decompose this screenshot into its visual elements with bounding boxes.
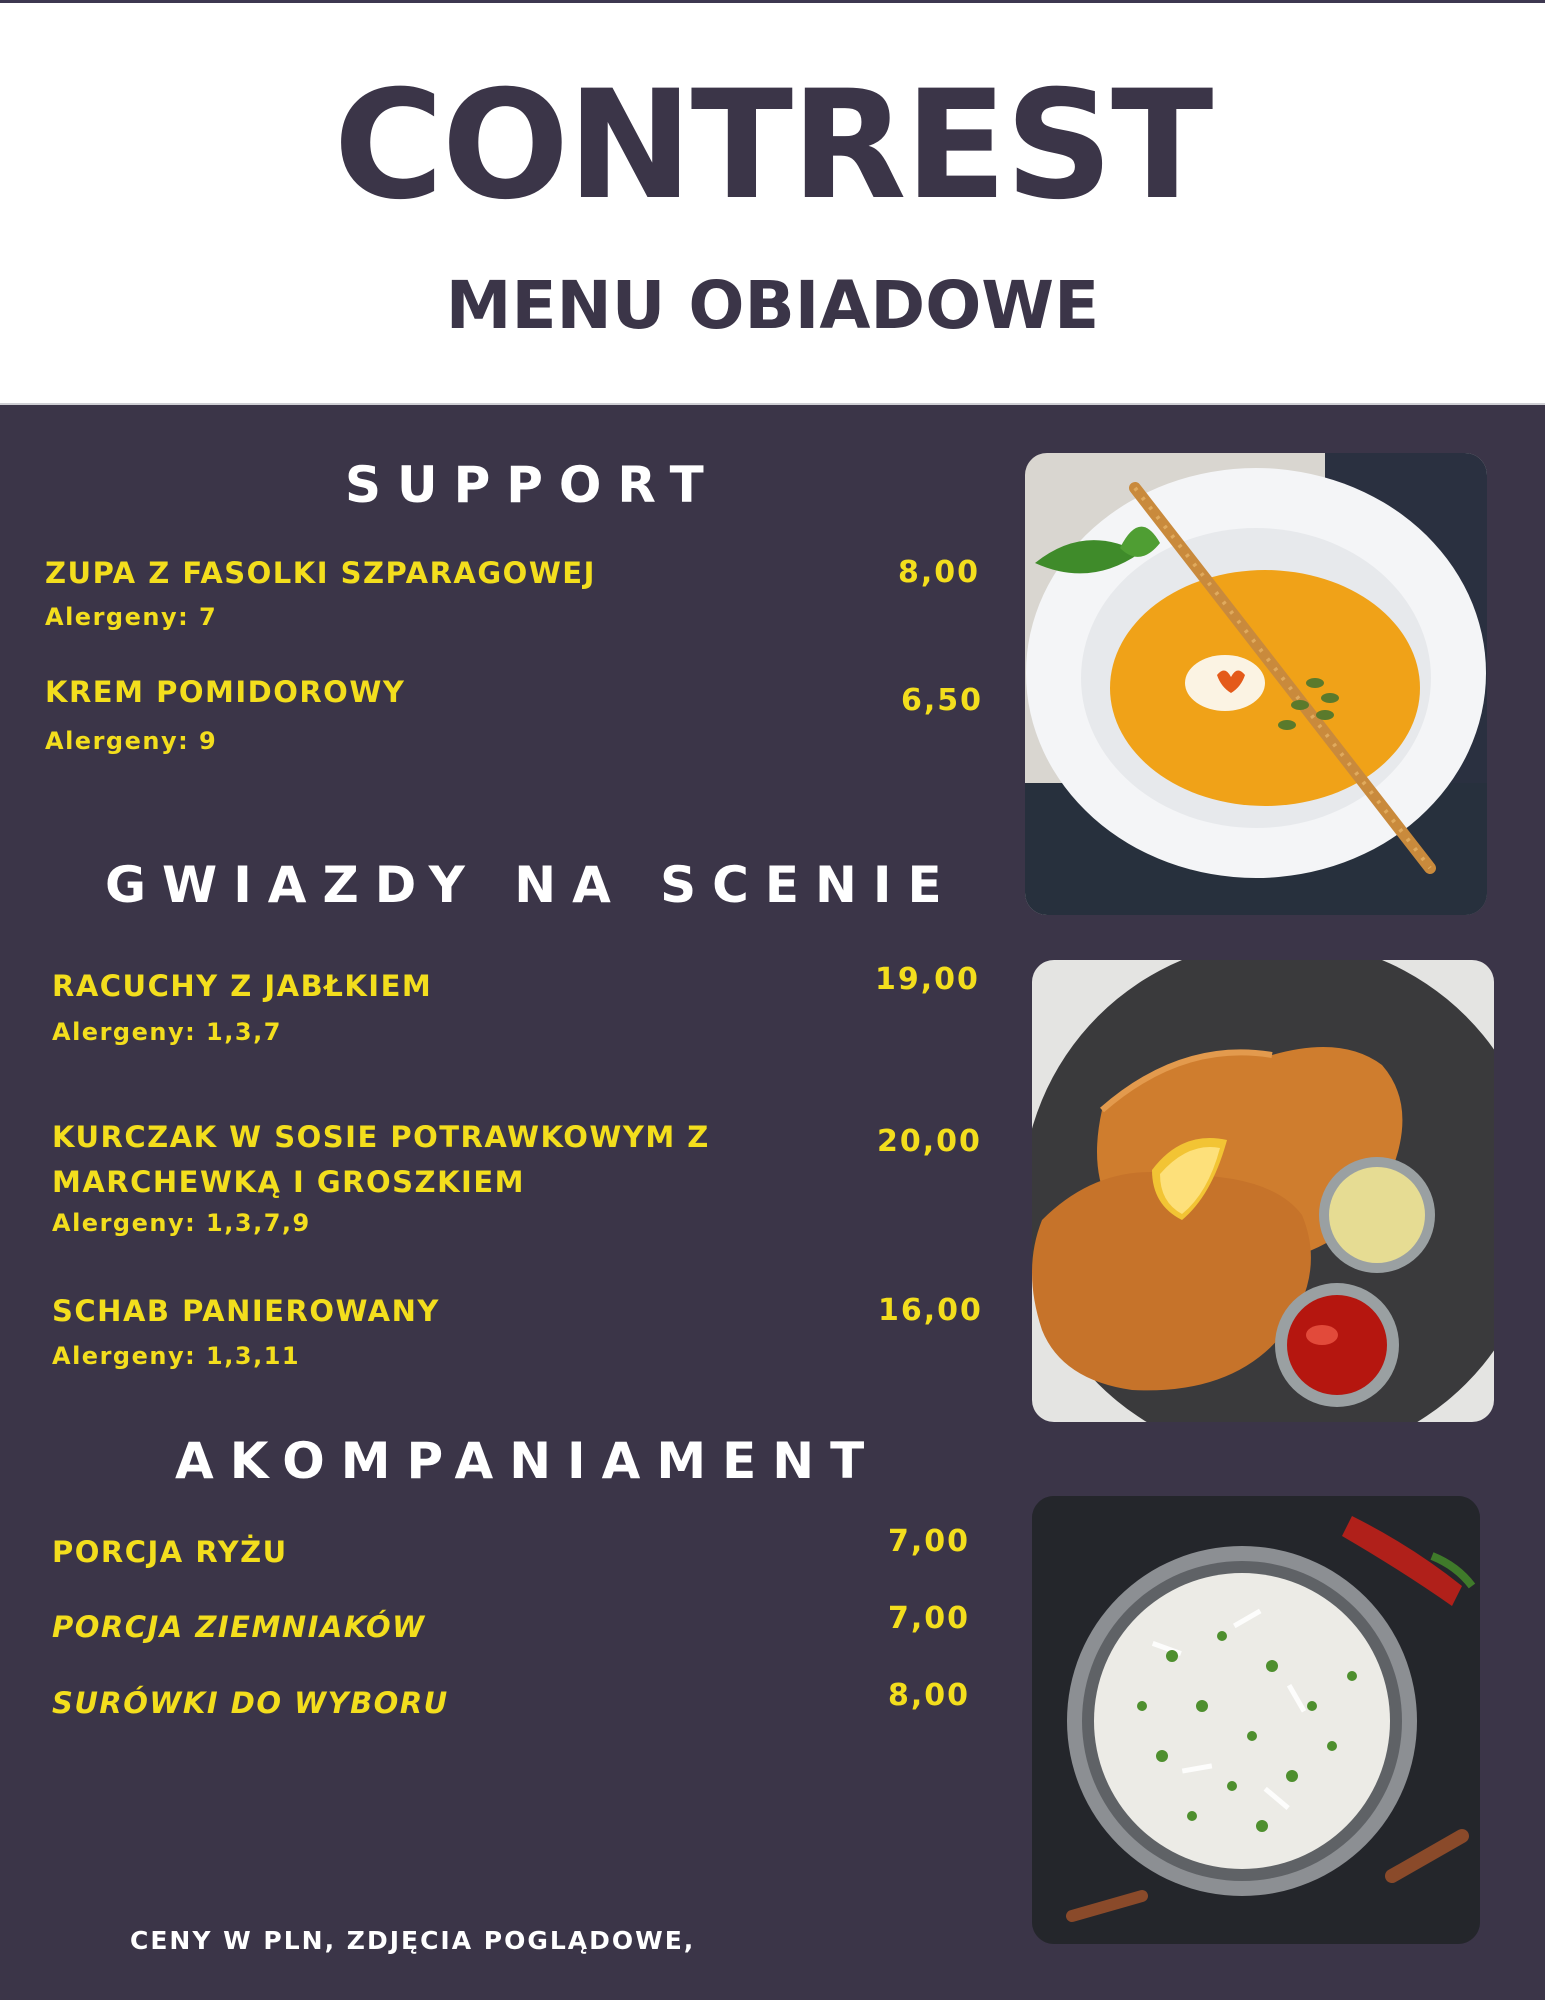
- item-name-line1: KURCZAK W SOSIE POTRAWKOWYM Z: [52, 1120, 710, 1154]
- item-name: KREM POMIDOROWY: [45, 675, 406, 709]
- section-title-support: SUPPORT: [345, 456, 720, 514]
- rice-photo: [1032, 1496, 1480, 1944]
- item-name: RACUCHY Z JABŁKIEM: [52, 969, 433, 1003]
- item-price: 7,00: [888, 1524, 971, 1559]
- menu-subtitle: MENU OBIADOWE: [445, 267, 1100, 344]
- item-allergens: Alergeny: 1,3,7: [52, 1018, 282, 1046]
- item-price: 6,50: [901, 683, 984, 718]
- item-name-line2: MARCHEWKĄ I GROSZKIEM: [52, 1165, 526, 1199]
- item-allergens: Alergeny: 1,3,7,9: [52, 1209, 311, 1237]
- item-price: 8,00: [888, 1678, 971, 1713]
- item-allergens: Alergeny: 7: [45, 603, 218, 631]
- item-name: SURÓWKI DO WYBORU: [52, 1686, 449, 1720]
- item-price: 16,00: [878, 1293, 983, 1328]
- item-allergens: Alergeny: 9: [45, 727, 218, 755]
- brand-title: CONTREST: [333, 59, 1212, 233]
- item-name: PORCJA RYŻU: [52, 1535, 288, 1569]
- item-name: PORCJA ZIEMNIAKÓW: [52, 1610, 426, 1644]
- item-price: 8,00: [898, 555, 981, 590]
- item-allergens: Alergeny: 1,3,11: [52, 1342, 301, 1370]
- header: [0, 3, 1545, 405]
- section-title-gwiazdy: GWIAZDY NA SCENIE: [105, 856, 958, 914]
- item-name: SCHAB PANIEROWANY: [52, 1294, 440, 1328]
- item-price: 20,00: [877, 1124, 982, 1159]
- item-name: ZUPA Z FASOLKI SZPARAGOWEJ: [45, 556, 596, 590]
- item-price: 7,00: [888, 1601, 971, 1636]
- schnitzel-photo: [1032, 960, 1494, 1422]
- section-title-akompaniament: AKOMPANIAMENT: [175, 1432, 881, 1490]
- item-price: 19,00: [875, 962, 980, 997]
- soup-photo: [1025, 453, 1487, 915]
- footer-note: CENY W PLN, ZDJĘCIA POGLĄDOWE,: [130, 1926, 696, 1955]
